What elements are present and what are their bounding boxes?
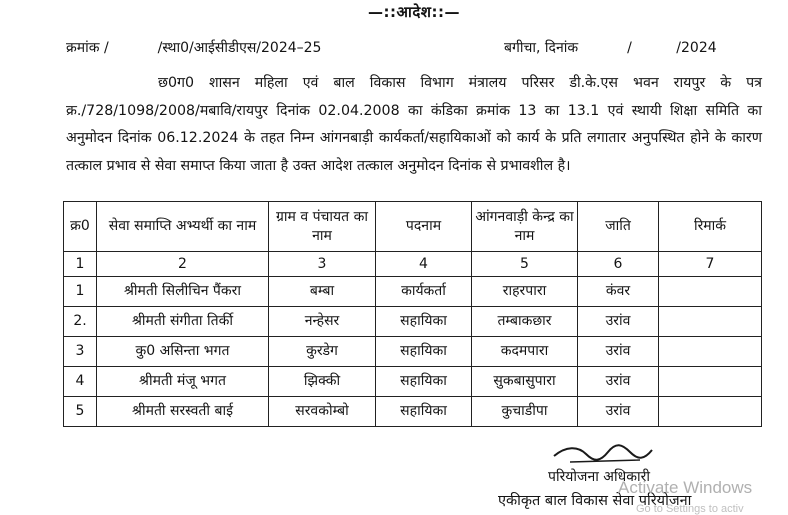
- table-row: [64, 337, 762, 367]
- termination-table: [63, 201, 762, 427]
- cell-remark: [659, 397, 762, 427]
- column-number: 2: [97, 252, 269, 277]
- cell-serial: 5: [64, 397, 97, 427]
- cell-designation: सहायिका: [376, 307, 472, 337]
- cell-village: बम्बा: [269, 277, 376, 307]
- activate-windows-watermark: Activate Windows: [618, 478, 753, 497]
- header-designation: पदनाम: [376, 202, 472, 252]
- cell-serial: 4: [64, 367, 97, 397]
- cell-caste: उरांव: [578, 337, 659, 367]
- cell-village: नन्हेसर: [269, 307, 376, 337]
- cell-caste: उरांव: [578, 397, 659, 427]
- column-number: 7: [659, 252, 762, 277]
- order-paragraph-text: छ0ग0 शासन महिला एवं बाल विकास विभाग मंत्रालय परिसर डी.के.एस भवन रायपुर के पत्र क्र./728/1098/2008/मबावि/रायपुर दिनांक 02.04.2008 का कंडिका क्रमांक 13 का 13.1 एवं स्थायी शिक्षा समिति का अनुमोदन दिनांक 06.12.2024 के तहत निम्न आंगनबाड़ी कार्यकर्ता/सहायिकाओं को कार्य के प्रति लगातार अनुपस्थित होने के कारण तत्काल प्रभाव से सेवा समाप्त किया जाता है उक्त आदेश तत्काल अनुमोदन दिनांक से प्रभावशील है।: [66, 75, 762, 174]
- cell-remark: [659, 337, 762, 367]
- column-number: 1: [64, 252, 97, 277]
- cell-candidate-name: श्रीमती मंजू भगत: [97, 367, 269, 397]
- cell-candidate-name: श्रीमती संगीता तिर्की: [97, 307, 269, 337]
- cell-village: कुरडेग: [269, 337, 376, 367]
- activate-windows-subtext: Go to Settings to activ: [636, 503, 744, 515]
- table-row: [64, 277, 762, 307]
- cell-designation: सहायिका: [376, 367, 472, 397]
- column-number: 6: [578, 252, 659, 277]
- cell-candidate-name: कु0 असिन्ता भगत: [97, 337, 269, 367]
- header-village: ग्राम व पंचायत का नाम: [269, 202, 376, 252]
- column-number: 4: [376, 252, 472, 277]
- cell-designation: सहायिका: [376, 337, 472, 367]
- cell-caste: उरांव: [578, 367, 659, 397]
- cell-center: कुचाडीपा: [472, 397, 578, 427]
- signature-scribble: [548, 442, 658, 466]
- header-serial: क्र0: [64, 202, 97, 252]
- cell-remark: [659, 277, 762, 307]
- header-candidate-name: सेवा समाप्ति अभ्यर्थी का नाम: [97, 202, 269, 252]
- table-row: [64, 367, 762, 397]
- signatory-title: परियोजना अधिकारी: [548, 469, 650, 485]
- column-number: 3: [269, 252, 376, 277]
- signatory-office: एकीकृत बाल विकास सेवा परियोजना: [498, 493, 692, 509]
- cell-village: सरवकोम्बो: [269, 397, 376, 427]
- cell-serial: 2.: [64, 307, 97, 337]
- header-caste: जाति: [578, 202, 659, 252]
- cell-serial: 3: [64, 337, 97, 367]
- place-date: बगीचा, दिनांक / /2024: [504, 40, 717, 56]
- cell-center: कदमपारा: [472, 337, 578, 367]
- cell-center: तम्बाकछार: [472, 307, 578, 337]
- order-number: क्रमांक / /स्था0/आईसीडीएस/2024–25: [66, 40, 322, 56]
- cell-caste: कंवर: [578, 277, 659, 307]
- cell-candidate-name: श्रीमती सिलीचिन पैंकरा: [97, 277, 269, 307]
- column-number-row: [64, 252, 762, 277]
- order-paragraph: [66, 70, 762, 180]
- column-number: 5: [472, 252, 578, 277]
- header-remark: रिमार्क: [659, 202, 762, 252]
- cell-center: सुकबासुपारा: [472, 367, 578, 397]
- cell-center: राहरपारा: [472, 277, 578, 307]
- cell-designation: कार्यकर्ता: [376, 277, 472, 307]
- cell-serial: 1: [64, 277, 97, 307]
- table-header-row: [64, 202, 762, 252]
- cell-remark: [659, 307, 762, 337]
- header-center: आंगनवाड़ी केन्द्र का नाम: [472, 202, 578, 252]
- cell-candidate-name: श्रीमती सरस्वती बाई: [97, 397, 269, 427]
- cell-remark: [659, 367, 762, 397]
- cell-designation: सहायिका: [376, 397, 472, 427]
- cell-village: झिक्की: [269, 367, 376, 397]
- cell-caste: उरांव: [578, 307, 659, 337]
- table-row: [64, 397, 762, 427]
- table-row: [64, 307, 762, 337]
- order-title: —::आदेश::—: [368, 3, 460, 21]
